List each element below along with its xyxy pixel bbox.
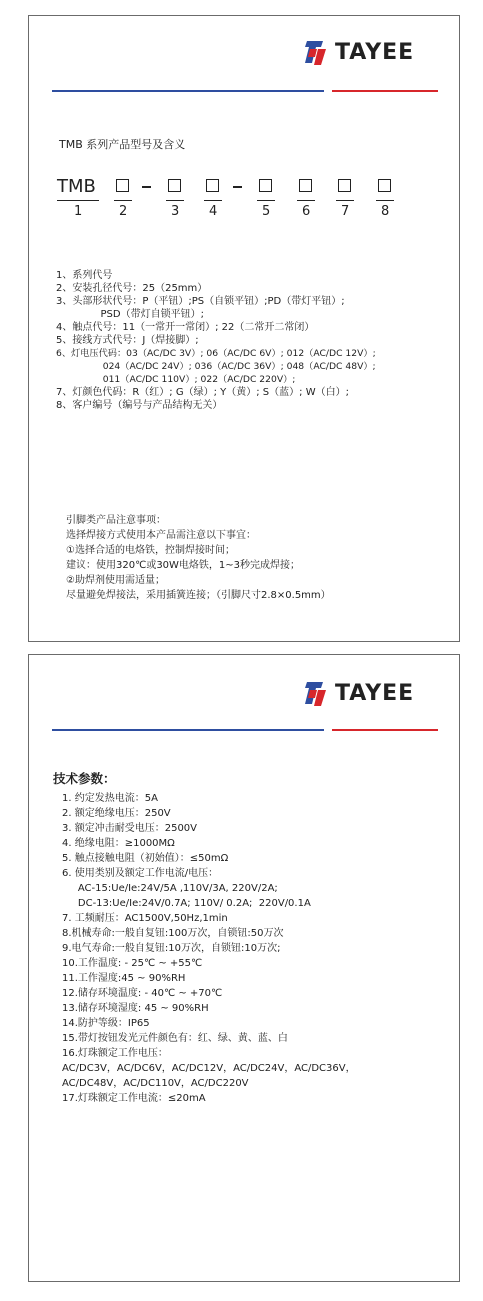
tech-spec-list — [62, 791, 356, 1106]
spec-item: 13.储存环境湿度: 45 ~ 90%RH — [62, 1003, 209, 1014]
code-box-3 — [168, 179, 181, 192]
list-item: 5、接线方式代号：J（焊接脚）; — [56, 335, 199, 346]
spec-item: 15.带灯按钮发光元件颜色有：红、绿、黄、蓝、白 — [62, 1033, 288, 1044]
spec-item: 10.工作温度: - 25℃ ~ +55℃ — [62, 958, 203, 969]
spec-item: 2. 额定绝缘电压：250V — [62, 808, 171, 819]
position-number-2: 2 — [119, 204, 128, 219]
spec-item: 3. 额定冲击耐受电压：2500V — [62, 823, 198, 834]
list-item: 7、灯颜色代码：R（红）; G（绿）; Y（黄）; S（蓝）; W（白）; — [56, 387, 349, 398]
code-underline — [376, 200, 394, 201]
code-box-5 — [259, 179, 272, 192]
spec-item: 9.电气寿命:一般自复钮:10万次，自锁钮:10万次; — [62, 943, 281, 954]
code-box-6 — [299, 179, 312, 192]
blue-divider — [52, 729, 324, 731]
spec-item: AC/DC48V，AC/DC110V，AC/DC220V — [62, 1078, 249, 1089]
spec-item: 14.防护等级：IP65 — [62, 1018, 150, 1029]
tayee-logo-icon — [301, 678, 329, 708]
spec-item: 6. 使用类别及额定工作电流/电压： — [62, 868, 219, 879]
spec-item: 11.工作湿度:45 ~ 90%RH — [62, 973, 186, 984]
spec-item: 12.储存环境温度: - 40℃ ~ +70℃ — [62, 988, 223, 999]
position-number-7: 7 — [341, 204, 350, 219]
note-line: ①选择合适的电烙铁，控制焊接时间； — [66, 545, 235, 556]
spec-item: 4. 绝缘电阻：≥1000MΩ — [62, 838, 175, 849]
list-item: 011（AC/DC 110V）; 022（AC/DC 220V）; — [56, 374, 296, 385]
position-number-3: 3 — [171, 204, 180, 219]
code-underline — [204, 200, 222, 201]
blue-divider — [52, 90, 324, 92]
tech-params-title: 技术参数： — [53, 771, 116, 786]
brand-logo — [301, 37, 414, 67]
spec-item: AC-15:Ue/Ie:24V/5A ,110V/3A, 220V/2A; — [62, 883, 278, 894]
spec-item: 1. 约定发热电流：5A — [62, 793, 158, 804]
code-underline — [57, 200, 99, 201]
code-box-8 — [378, 179, 391, 192]
code-underline — [166, 200, 184, 201]
list-item: 1、系列代号 — [56, 270, 113, 281]
list-item: 3、头部形状代号：P（平钮）;PS（自锁平钮）;PD（带灯平钮）; — [56, 296, 345, 307]
spec-sheet-page-2 — [28, 654, 460, 1282]
position-number-1: 1 — [74, 204, 83, 219]
brand-name: TAYEE — [335, 680, 415, 706]
code-box-2 — [116, 179, 129, 192]
list-item: 024（AC/DC 24V）; 036（AC/DC 36V）; 048（AC/DC 48V）; — [56, 361, 376, 372]
spec-item: 8.机械寿命:一般自复钮:100万次，自锁钮:50万次 — [62, 928, 284, 939]
spec-item: DC-13:Ue/Ie:24V/0.7A; 110V/ 0.2A; 220V/0.1A — [62, 898, 311, 909]
list-item: 2、安装孔径代号：25（25mm） — [56, 283, 208, 294]
position-number-6: 6 — [302, 204, 311, 219]
code-underline — [336, 200, 354, 201]
spec-item: 17.灯珠额定工作电流：≤20mA — [62, 1093, 206, 1104]
code-dash — [142, 186, 151, 188]
spec-sheet-page-1 — [28, 15, 460, 642]
position-number-4: 4 — [209, 204, 218, 219]
list-item: 4、触点代号：11（一常开一常闭）; 22（二常开二常闭） — [56, 322, 315, 333]
tayee-logo-icon — [301, 37, 329, 67]
spec-item: 7. 工频耐压：AC1500V,50Hz,1min — [62, 913, 228, 924]
model-prefix: TMB — [57, 176, 96, 197]
code-dash — [233, 186, 242, 188]
list-item: 8、客户编号（编号与产品结构无关） — [56, 400, 223, 411]
brand-logo — [301, 678, 414, 708]
code-underline — [257, 200, 275, 201]
code-box-4 — [206, 179, 219, 192]
position-number-5: 5 — [262, 204, 271, 219]
note-line: 尽量避免焊接法，采用插簧连接；（引脚尺寸2.8×0.5mm） — [66, 590, 331, 601]
list-item: PSD（带灯自锁平钮）; — [56, 309, 204, 320]
brand-name: TAYEE — [335, 39, 415, 65]
note-line: 引脚类产品注意事项： — [66, 515, 166, 526]
red-divider — [332, 90, 438, 92]
note-line: ②助焊剂使用需适量； — [66, 575, 165, 586]
code-definition-list — [56, 269, 376, 412]
spec-item: 5. 触点接触电阻（初始值）：≤50mΩ — [62, 853, 229, 864]
note-line: 建议：使用320℃或30W电烙铁，1~3秒完成焊接； — [66, 560, 301, 571]
model-code-diagram — [57, 176, 437, 236]
red-divider — [332, 729, 438, 731]
spec-item: 16.灯珠额定工作电压： — [62, 1048, 168, 1059]
code-box-7 — [338, 179, 351, 192]
code-underline — [297, 200, 315, 201]
position-number-8: 8 — [381, 204, 390, 219]
spec-item: AC/DC3V，AC/DC6V，AC/DC12V，AC/DC24V，AC/DC36V， — [62, 1063, 356, 1074]
code-underline — [114, 200, 132, 201]
list-item: 6、灯电压代码：03（AC/DC 3V）; 06（AC/DC 6V）; 012（AC/DC 12V）; — [56, 348, 376, 359]
model-meaning-title: TMB 系列产品型号及含义 — [59, 138, 186, 151]
soldering-notes — [66, 513, 331, 603]
note-line: 选择焊接方式使用本产品需注意以下事宜： — [66, 530, 256, 541]
